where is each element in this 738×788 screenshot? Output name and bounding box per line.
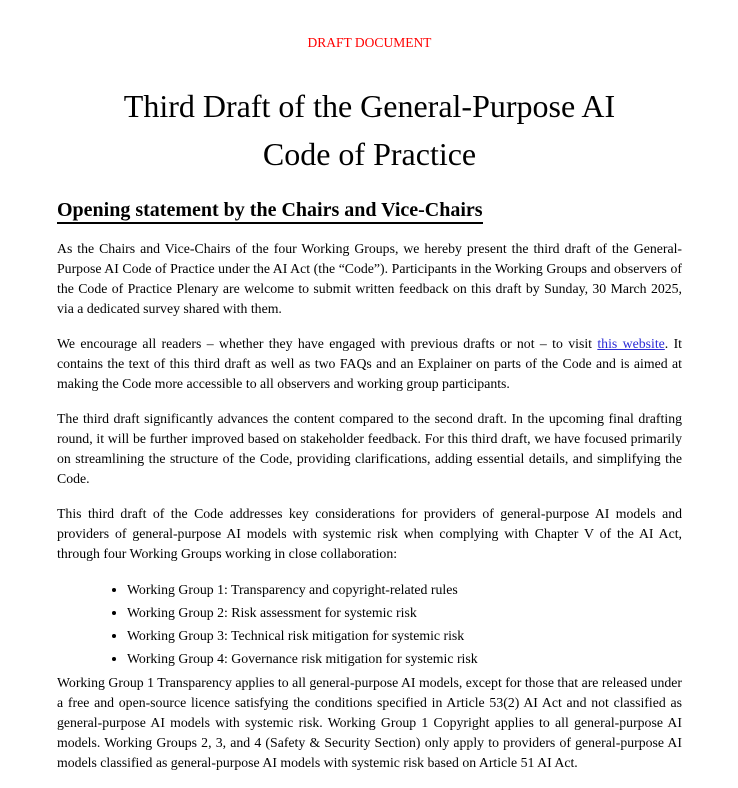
document-title (57, 82, 682, 178)
working-groups-list (57, 579, 682, 669)
section-heading (57, 197, 682, 223)
paragraph-applicability: Working Group 1 Transparency applies to all general-purpose AI models, except for those that are released under a free and open-source licence satisfying the conditions specified in Article 53(2) AI Act and not classified as general-purpose AI models with systemic risk. Working Group 1 Copyright applies to all general-purpose AI models. Working Groups 2, 3, and 4 (Safety & Security Section) only apply to providers of general-purpose AI models classified as general-purpose AI models with systemic risk based on Article 51 AI Act. (57, 675, 682, 770)
document-title-line2: Code of Practice (262, 136, 477, 172)
paragraph-website-after-link: . It contains the text of this third draft as well as two FAQs and an Explainer on parts of the Code and is aimed at making the Code more accessible to all observers and working group participants. (57, 336, 683, 391)
working-group-2-item: • Working Group 2: Risk assessment for systemic risk (127, 602, 682, 623)
paragraph-third-draft-advances: The third draft significantly advances the content compared to the second draft. In the upcoming final drafting round, it will be further improved based on stakeholder feedback. For this third draft, we have focused primarily on streamlining the structure of the Code, providing clarifications, adding essential details, and simplifying the Code. (57, 411, 682, 486)
this-website-link[interactable]: this website (597, 336, 665, 351)
working-group-4-item: • Working Group 4: Governance risk mitigation for systemic risk (127, 648, 682, 669)
draft-document-label: DRAFT DOCUMENT (307, 35, 432, 50)
paragraph-website (57, 334, 682, 394)
document-title-line1: Third Draft of the General-Purpose AI (123, 88, 616, 124)
paragraph-intro: As the Chairs and Vice-Chairs of the four Working Groups, we hereby present the third draft of the General-Purpose AI Code of Practice under the AI Act (the “Code”). Participants in the Working Groups and observers of the Code of Practice Plenary are welcome to submit written feedback on this draft by Sunday, 30 March 2025, via a dedicated survey shared with them. (57, 241, 682, 316)
section-heading-text: Opening statement by the Chairs and Vice-Chairs (57, 199, 483, 224)
paragraph-key-considerations: This third draft of the Code addresses key considerations for providers of general-purpose AI models and providers of general-purpose AI models with systemic risk when complying with Chapter V of the AI Act, through four Working Groups working in close collaboration: (57, 506, 682, 561)
working-group-3-item: • Working Group 3: Technical risk mitigation for systemic risk (127, 625, 682, 646)
paragraph-website-before-link: We encourage all readers – whether they have engaged with previous drafts or not – to visit (57, 336, 598, 351)
working-group-1-item: • Working Group 1: Transparency and copyright-related rules (127, 579, 682, 600)
